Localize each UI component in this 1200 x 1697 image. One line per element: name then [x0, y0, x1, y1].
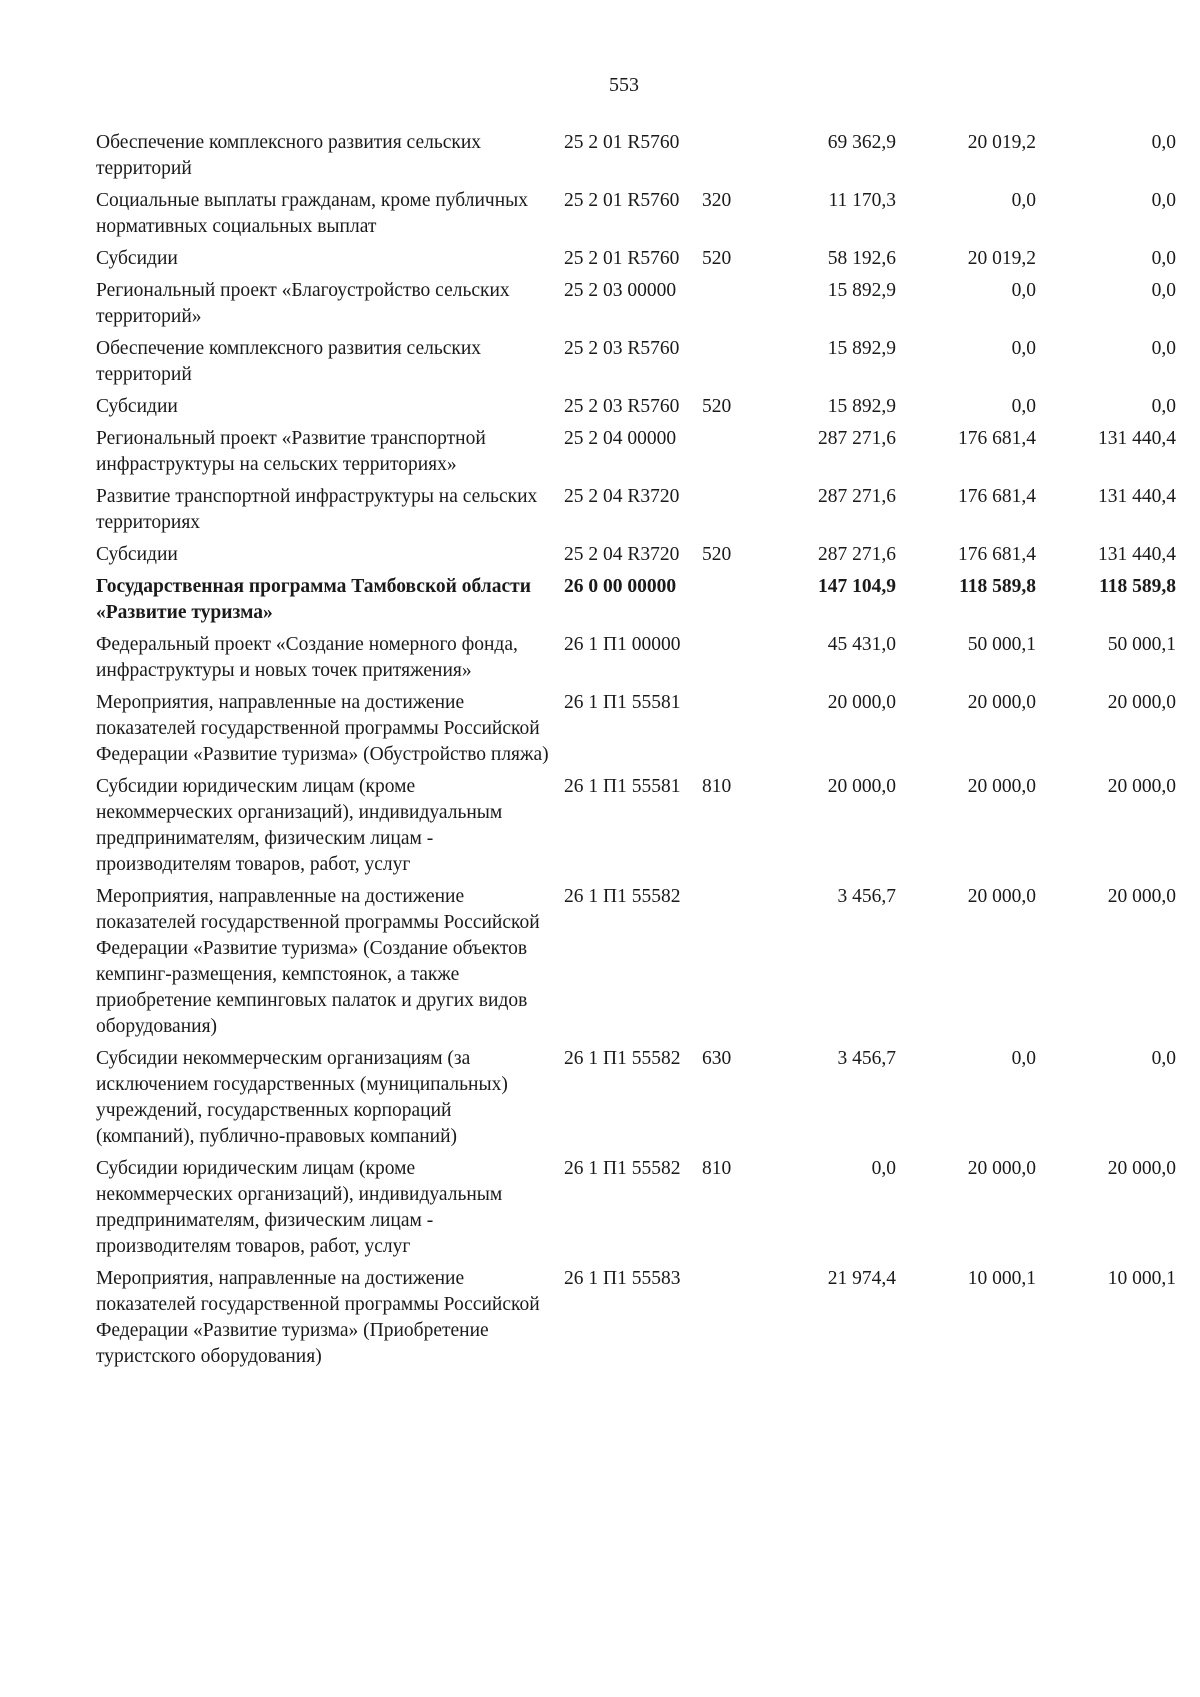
row-name: Субсидии — [96, 544, 178, 565]
row-amount-year-2: 0,0 — [1011, 280, 1036, 301]
row-target-code: 25 2 01 R5760 — [564, 190, 680, 211]
row-expense-type-code — [702, 690, 766, 774]
row-expense-type-code: 520 — [702, 396, 732, 417]
row-name: Субсидии юридическим лицам (кроме некоммерческих организаций), индивидуальным предпринимателям, физическим лицам - производителям товаров, работ, услуг — [96, 1158, 503, 1257]
row-amount-year-1: 287 271,6 — [818, 486, 896, 507]
row-amount-year-1: 15 892,9 — [827, 280, 896, 301]
budget-table-body — [96, 130, 1176, 1376]
row-name: Субсидии юридическим лицам (кроме некоммерческих организаций), индивидуальным предпринимателям, физическим лицам - производителям товаров, работ, услуг — [96, 776, 503, 875]
row-amount-year-2: 50 000,1 — [967, 634, 1036, 655]
row-amount-year-3: 0,0 — [1151, 396, 1176, 417]
table-row — [96, 574, 1176, 632]
table-row — [96, 632, 1176, 690]
row-target-code: 26 0 00 00000 — [564, 576, 677, 597]
row-amount-year-1: 15 892,9 — [827, 396, 896, 417]
row-name: Федеральный проект «Создание номерного фонда, инфраструктуры и новых точек притяжения» — [96, 634, 518, 681]
row-amount-year-2: 176 681,4 — [958, 428, 1036, 449]
row-expense-type-code — [702, 336, 766, 394]
row-target-code: 26 1 П1 55581 — [564, 692, 681, 713]
table-row — [96, 1156, 1176, 1266]
table-row — [96, 336, 1176, 394]
row-amount-year-3: 50 000,1 — [1107, 634, 1176, 655]
row-expense-type-code: 520 — [702, 248, 732, 269]
row-amount-year-1: 287 271,6 — [818, 428, 896, 449]
row-amount-year-1: 20 000,0 — [827, 692, 896, 713]
row-amount-year-2: 20 000,0 — [967, 886, 1036, 907]
row-name: Региональный проект «Развитие транспортной инфраструктуры на сельских территориях» — [96, 428, 486, 475]
row-expense-type-code — [702, 632, 766, 690]
table-row — [96, 188, 1176, 246]
row-amount-year-3: 10 000,1 — [1107, 1268, 1176, 1289]
row-target-code: 26 1 П1 55582 — [564, 1048, 681, 1069]
row-name: Государственная программа Тамбовской области «Развитие туризма» — [96, 576, 531, 623]
table-row — [96, 130, 1176, 188]
row-target-code: 25 2 03 00000 — [564, 280, 677, 301]
row-name: Региональный проект «Благоустройство сельских территорий» — [96, 280, 510, 327]
row-expense-type-code: 810 — [702, 776, 732, 797]
row-target-code: 25 2 04 R3720 — [564, 486, 680, 507]
budget-table — [96, 130, 1176, 1376]
row-name: Субсидии — [96, 248, 178, 269]
row-amount-year-3: 20 000,0 — [1107, 692, 1176, 713]
table-row — [96, 394, 1176, 426]
row-target-code: 25 2 03 R5760 — [564, 338, 680, 359]
row-amount-year-3: 131 440,4 — [1098, 544, 1176, 565]
row-amount-year-1: 3 456,7 — [837, 886, 896, 907]
row-target-code: 25 2 04 R3720 — [564, 544, 680, 565]
row-amount-year-2: 20 019,2 — [967, 132, 1036, 153]
row-amount-year-1: 69 362,9 — [827, 132, 896, 153]
row-name: Социальные выплаты гражданам, кроме публичных нормативных социальных выплат — [96, 190, 528, 237]
row-amount-year-2: 20 000,0 — [967, 1158, 1036, 1179]
row-amount-year-2: 118 589,8 — [959, 576, 1036, 597]
row-amount-year-1: 11 170,3 — [828, 190, 896, 211]
row-expense-type-code — [702, 426, 766, 484]
row-amount-year-3: 118 589,8 — [1099, 576, 1176, 597]
row-amount-year-2: 20 019,2 — [967, 248, 1036, 269]
row-amount-year-3: 20 000,0 — [1107, 886, 1176, 907]
row-amount-year-3: 0,0 — [1151, 338, 1176, 359]
row-amount-year-2: 20 000,0 — [967, 776, 1036, 797]
page-number: 553 — [609, 74, 639, 96]
table-row — [96, 690, 1176, 774]
table-row — [96, 426, 1176, 484]
row-amount-year-2: 20 000,0 — [967, 692, 1036, 713]
row-name: Субсидии некоммерческим организациям (за исключением государственных (муниципальных) учреждений, государственных корпораций (компаний), публично-правовых компаний) — [96, 1048, 508, 1147]
row-amount-year-1: 3 456,7 — [837, 1048, 896, 1069]
row-target-code: 25 2 04 00000 — [564, 428, 677, 449]
row-expense-type-code: 520 — [702, 544, 732, 565]
row-amount-year-2: 10 000,1 — [967, 1268, 1036, 1289]
row-target-code: 25 2 01 R5760 — [564, 132, 680, 153]
row-amount-year-3: 0,0 — [1151, 280, 1176, 301]
table-row — [96, 246, 1176, 278]
row-amount-year-1: 58 192,6 — [827, 248, 896, 269]
row-target-code: 26 1 П1 00000 — [564, 634, 681, 655]
row-amount-year-2: 0,0 — [1011, 396, 1036, 417]
row-amount-year-1: 287 271,6 — [818, 544, 896, 565]
row-expense-type-code — [702, 278, 766, 336]
row-amount-year-3: 20 000,0 — [1107, 1158, 1176, 1179]
row-amount-year-3: 131 440,4 — [1098, 486, 1176, 507]
table-row — [96, 1266, 1176, 1376]
row-name: Обеспечение комплексного развития сельских территорий — [96, 132, 482, 179]
row-name: Мероприятия, направленные на достижение показателей государственной программы Российской Федерации «Развитие туризма» (Приобретение туристского оборудования) — [96, 1268, 540, 1367]
table-row — [96, 884, 1176, 1046]
row-name: Мероприятия, направленные на достижение показателей государственной программы Российской Федерации «Развитие туризма» (Создание объектов кемпинг-размещения, кемпстоянок, а также приобретение кемпинговых палаток и других видов оборудования) — [96, 886, 540, 1037]
row-amount-year-3: 0,0 — [1151, 248, 1176, 269]
row-target-code: 26 1 П1 55582 — [564, 1158, 681, 1179]
row-amount-year-1: 15 892,9 — [827, 338, 896, 359]
row-amount-year-2: 0,0 — [1011, 190, 1036, 211]
row-amount-year-1: 0,0 — [871, 1158, 896, 1179]
row-expense-type-code — [702, 130, 766, 188]
row-expense-type-code — [702, 884, 766, 1046]
row-expense-type-code — [702, 574, 766, 632]
row-amount-year-2: 0,0 — [1011, 338, 1036, 359]
table-row — [96, 1046, 1176, 1156]
table-row — [96, 774, 1176, 884]
table-row — [96, 542, 1176, 574]
row-amount-year-3: 0,0 — [1151, 1048, 1176, 1069]
table-row — [96, 484, 1176, 542]
row-amount-year-3: 0,0 — [1151, 132, 1176, 153]
row-expense-type-code — [702, 484, 766, 542]
row-amount-year-1: 45 431,0 — [827, 634, 896, 655]
row-expense-type-code: 320 — [702, 190, 732, 211]
row-target-code: 25 2 01 R5760 — [564, 248, 680, 269]
row-amount-year-2: 176 681,4 — [958, 544, 1036, 565]
row-amount-year-1: 147 104,9 — [818, 576, 896, 597]
row-amount-year-1: 21 974,4 — [827, 1268, 896, 1289]
row-target-code: 25 2 03 R5760 — [564, 396, 680, 417]
row-name: Мероприятия, направленные на достижение показателей государственной программы Российской Федерации «Развитие туризма» (Обустройство пляжа) — [96, 692, 549, 765]
row-target-code: 26 1 П1 55582 — [564, 886, 681, 907]
row-amount-year-3: 131 440,4 — [1098, 428, 1176, 449]
row-amount-year-2: 0,0 — [1011, 1048, 1036, 1069]
row-target-code: 26 1 П1 55583 — [564, 1268, 681, 1289]
row-expense-type-code: 810 — [702, 1158, 732, 1179]
row-amount-year-1: 20 000,0 — [827, 776, 896, 797]
row-target-code: 26 1 П1 55581 — [564, 776, 681, 797]
row-name: Развитие транспортной инфраструктуры на сельских территориях — [96, 486, 538, 533]
row-name: Обеспечение комплексного развития сельских территорий — [96, 338, 482, 385]
row-expense-type-code — [702, 1266, 766, 1376]
row-amount-year-3: 0,0 — [1151, 190, 1176, 211]
row-expense-type-code: 630 — [702, 1048, 732, 1069]
row-amount-year-2: 176 681,4 — [958, 486, 1036, 507]
table-row — [96, 278, 1176, 336]
row-amount-year-3: 20 000,0 — [1107, 776, 1176, 797]
row-name: Субсидии — [96, 396, 178, 417]
